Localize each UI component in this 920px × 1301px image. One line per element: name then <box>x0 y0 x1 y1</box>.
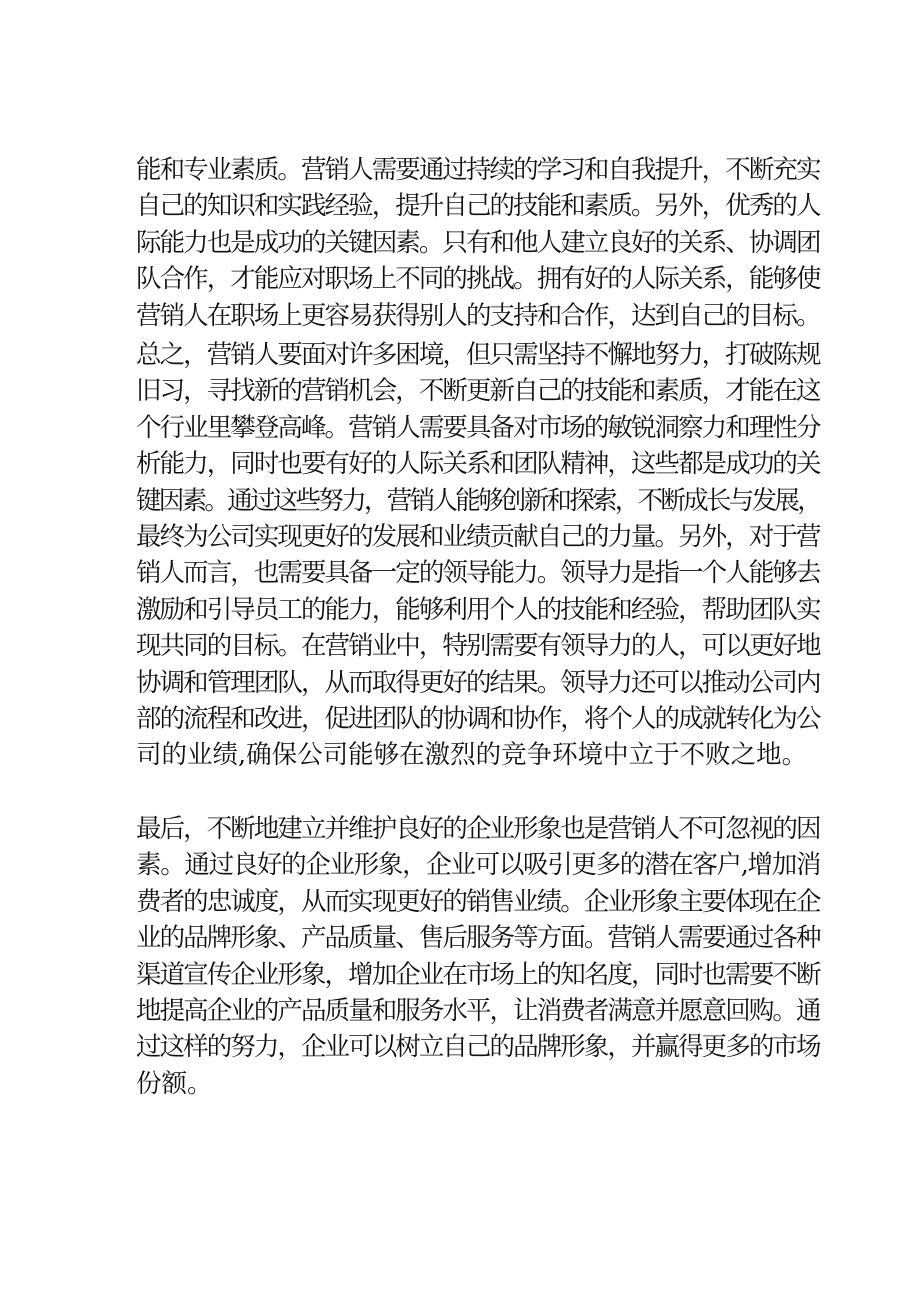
text-line: 最终为公司实现更好的发展和业绩贡献自己的力量。另外，对于营 <box>136 521 820 552</box>
text-line: 总之，营销人要面对许多困境，但只需坚持不懈地努力，打破陈规 <box>136 340 820 370</box>
paragraph-corporate-image <box>136 811 820 1102</box>
text-line: 现共同的目标。在营销业中，特别需要有领导力的人，可以更好地 <box>136 631 820 662</box>
text-line: 过这样的努力，企业可以树立自己的品牌形象，并赢得更多的市场 <box>136 1032 820 1063</box>
text-line: 份额。 <box>136 1068 213 1099</box>
text-line: 析能力，同时也要有好的人际关系和团队精神，这些都是成功的关 <box>136 449 820 480</box>
text-line: 个行业里攀登高峰。营销人需要具备对市场的敏锐洞察力和理性分 <box>136 412 820 443</box>
text-line: 业的品牌形象、产品质量、售后服务等方面。营销人需要通过各种 <box>136 923 820 954</box>
text-line: 际能力也是成功的关键因素。只有和他人建立良好的关系、协调团 <box>136 227 820 258</box>
text-line: 销人而言，也需要具备一定的领导能力。领导力是指一个人能够去 <box>136 558 820 589</box>
text-line: 能和专业素质。营销人需要通过持续的学习和自我提升，不断充实 <box>136 155 820 185</box>
text-line: 地提高企业的产品质量和服务水平，让消费者满意并愿意回购。通 <box>136 995 820 1026</box>
text-line: 营销人在职场上更容易获得别人的支持和合作，达到自己的目标。 <box>136 300 820 331</box>
text-line: 部的流程和改进，促进团队的协调和协作，将个人的成就转化为公 <box>136 703 820 734</box>
text-line: 队合作，才能应对职场上不同的挑战。拥有好的人际关系，能够使 <box>136 264 820 295</box>
text-line: 自己的知识和实践经验，提升自己的技能和素质。另外，优秀的人 <box>136 191 820 222</box>
text-line: 渠道宣传企业形象，增加企业在市场上的知名度，同时也需要不断 <box>136 959 820 990</box>
text-line: 键因素。通过这些努力，营销人能够创新和探索，不断成长与发展， <box>136 485 821 516</box>
text-line: 最后，不断地建立并维护良好的企业形象也是营销人不可忽视的因 <box>136 814 820 844</box>
text-line: 费者的忠诚度，从而实现更好的销售业绩。企业形象主要体现在企 <box>136 886 820 917</box>
text-line: 旧习，寻找新的营销机会，不断更新自己的技能和素质，才能在这 <box>136 376 820 407</box>
paragraph-summary-leadership <box>136 337 820 774</box>
text-line: 素。通过良好的企业形象，企业可以吸引更多的潜在客户,增加消 <box>136 850 821 881</box>
text-line: 激励和引导员工的能力，能够利用个人的技能和经验，帮助团队实 <box>136 594 820 625</box>
text-line: 协调和管理团队，从而取得更好的结果。领导力还可以推动公司内 <box>136 667 820 698</box>
text-line: 司的业绩,确保公司能够在激烈的竞争环境中立于不败之地。 <box>136 740 808 771</box>
paragraph-professional-quality <box>136 152 820 334</box>
